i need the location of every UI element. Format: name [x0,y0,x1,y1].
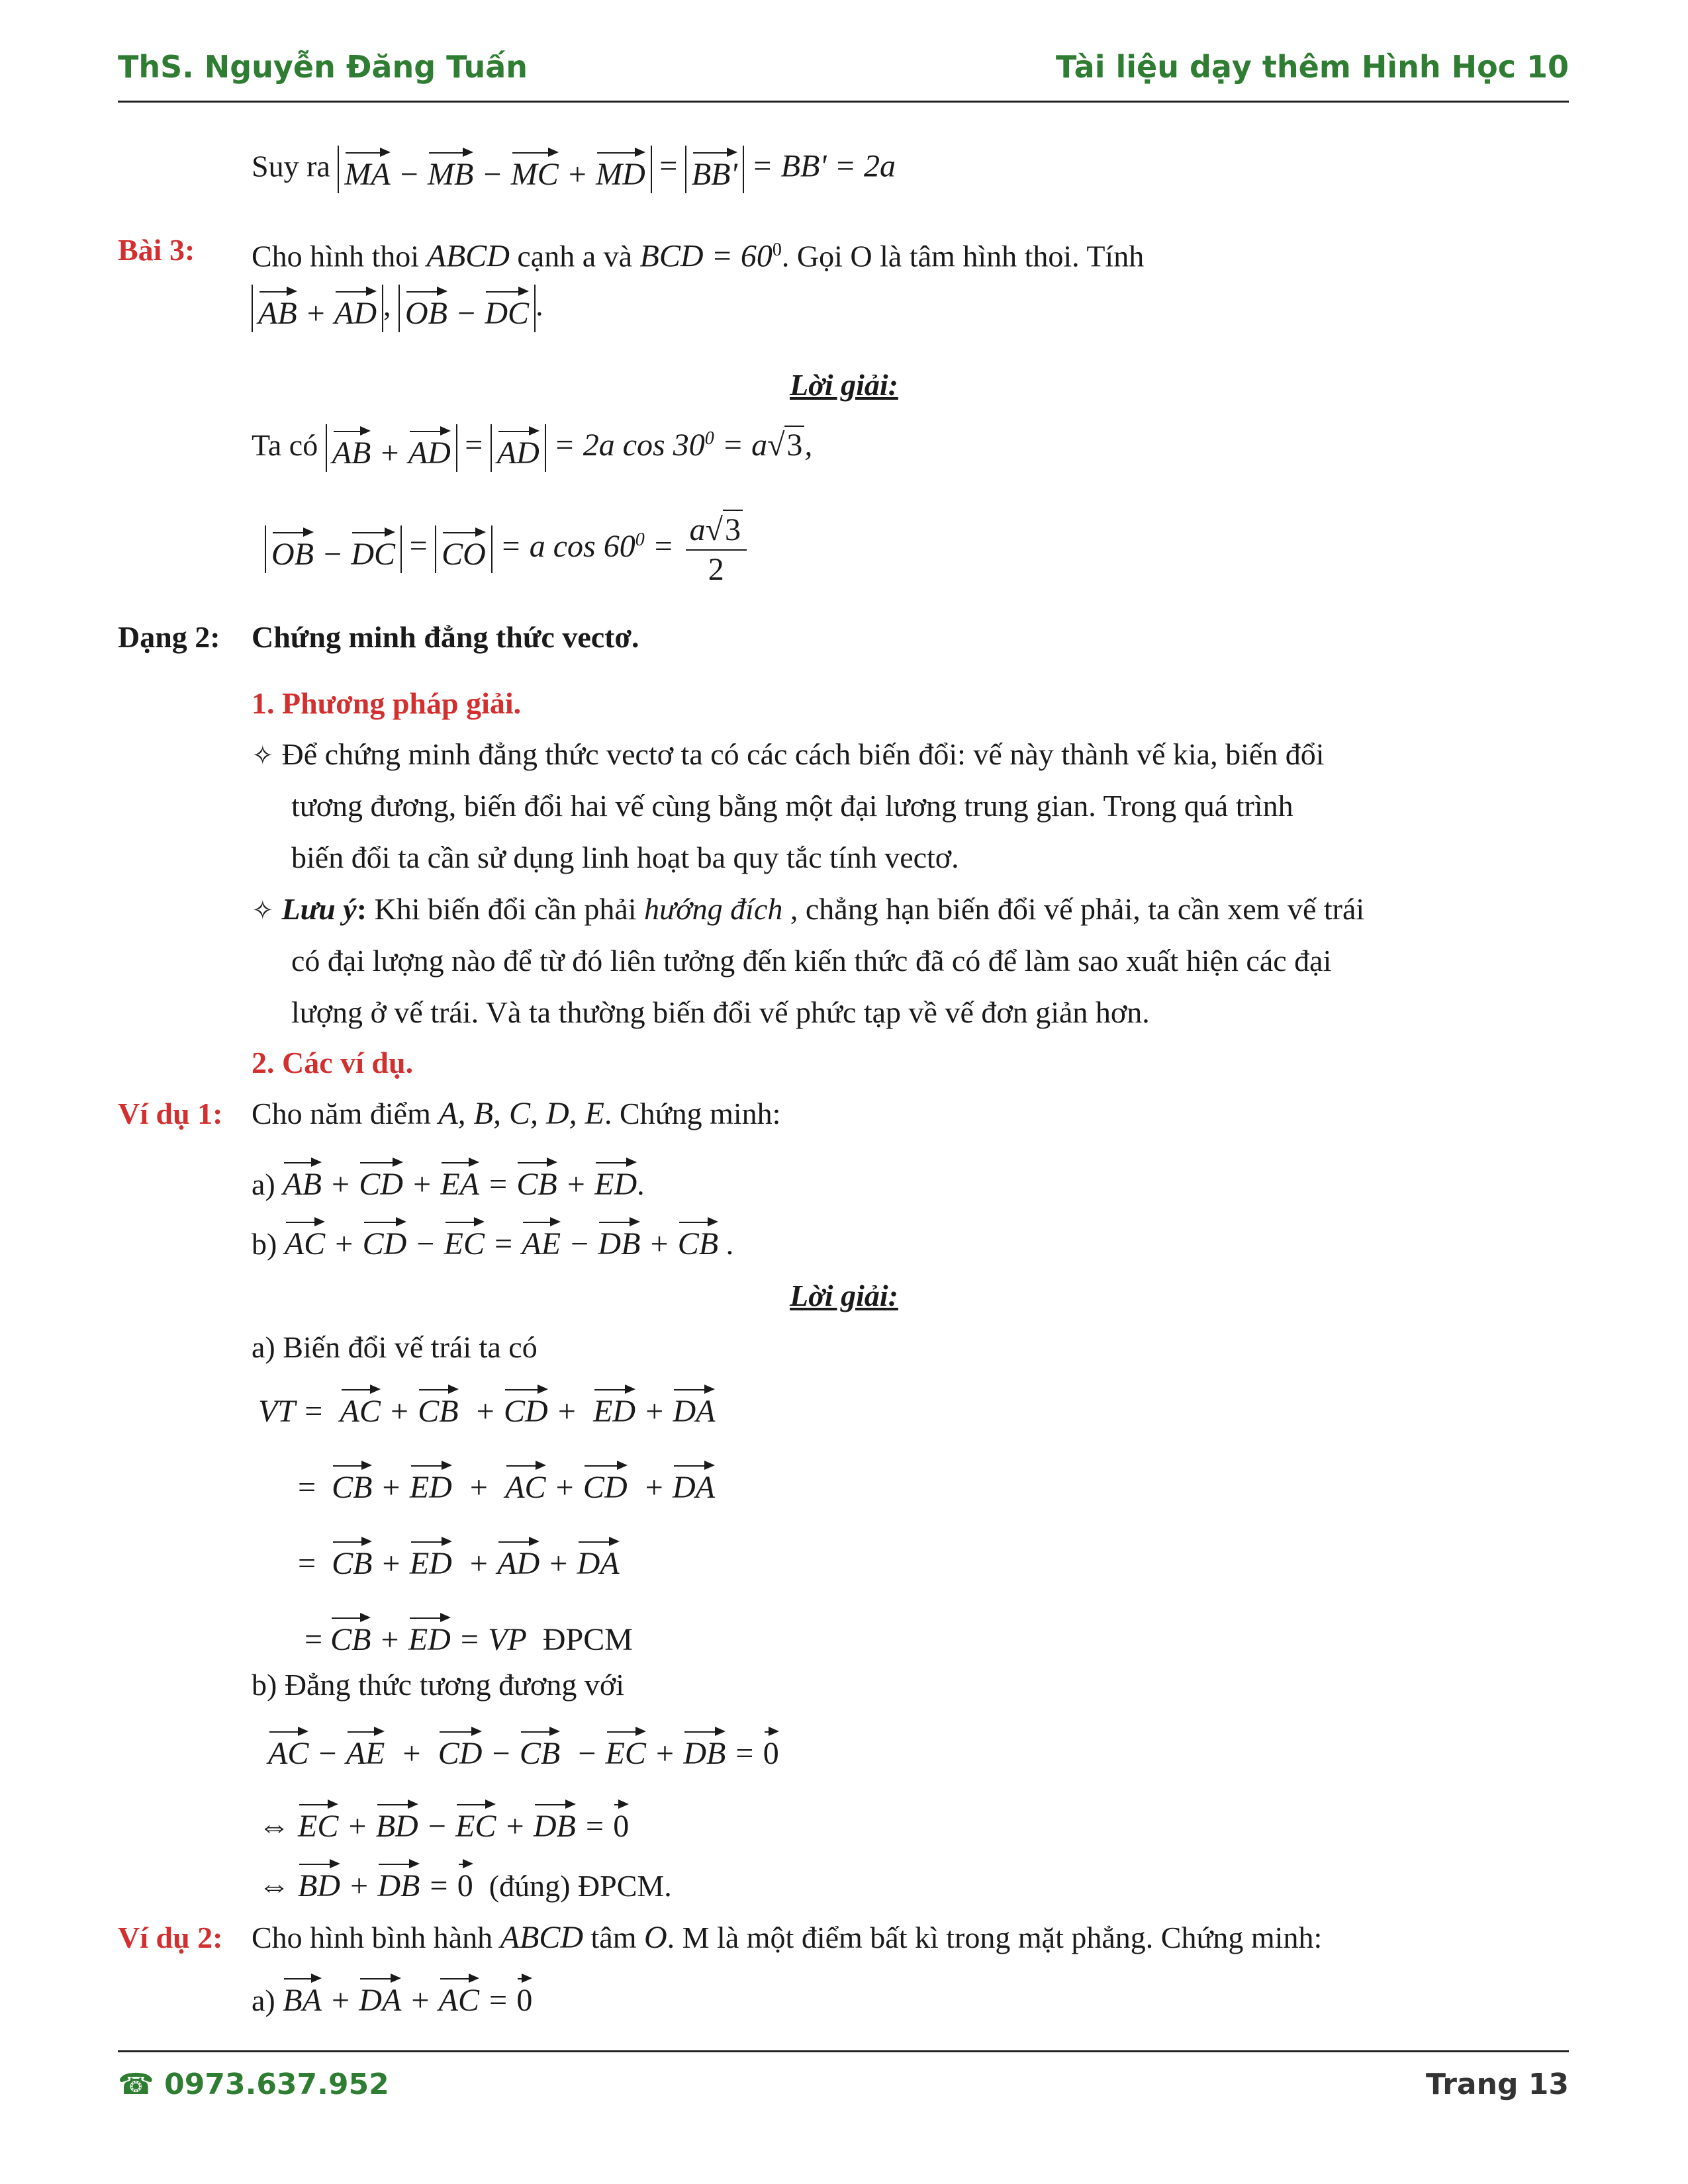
section-2-title: 2. Các ví dụ. [252,1046,414,1079]
header-author: ThS. Nguyễn Đăng Tuấn [118,49,528,85]
sol1-step3: = CB + ED + AD + DA [298,1539,620,1582]
bai3-expr: AB + AD , OB − DC . [252,285,543,332]
bullet2-line1: ✧ Lưu ý: Khi biến đổi cần phải hướng đích , chẳng hạn biến đổi vế phải, ta cần xem vế trái [252,892,1365,926]
bullet2-line2: có đại lượng nào để từ đó liên tưởng đến kiến thức đã có để làm sao xuất hiện các đại [291,944,1332,978]
vd2-statement: Cho hình bình hành ABCD tâm O. M là một điểm bất kì trong mặt phẳng. Chứng minh: [252,1920,1323,1955]
bullet2-line3: lượng ở vế trái. Và ta thường biến đổi vế phức tạp về vế đơn giản hơn. [291,995,1150,1029]
page-number: Trang 13 [1426,2068,1569,2101]
bullet1-line2: tương đương, biến đổi hai vế cùng bằng một đại lương trung gian. Trong quá trình [291,789,1293,823]
bai3-statement: Cho hình thoi ABCD cạnh a và BCD = $60^0$. Gọi O là tâm hình thoi. Tính [252,238,1145,274]
vd2-label: Ví dụ 2: [118,1921,223,1954]
sol1-b-step3: ⇔ BD + DB = 0 (đúng) ĐPCM. [258,1861,672,1905]
sol1-a-intro: a) Biến đổi vế trái ta có [252,1330,538,1364]
footer-phone: ☎ 0973.637.952 [118,2068,389,2101]
suyra-line: Suy ra MA − MB − MC + MD = BB' = BB' = 2a [252,146,896,193]
diamond-bullet-icon: ✧ [252,895,274,926]
sol1-step2: = CB + ED + AC + CD + DA [298,1463,715,1506]
bullet1-line1: ✧ Để chứng minh đẳng thức vectơ ta có các cách biến đổi: vế này thành vế kia, biến đổi [252,737,1325,771]
sol1-step4: = CB + ED = VP ĐPCM [305,1615,633,1659]
section-1-title: 1. Phương pháp giải. [252,686,522,720]
vd1-part-a: a) AB + CD + EA = CB + ED. [252,1160,645,1203]
vd1-label: Ví dụ 1: [118,1097,223,1130]
sol3-line1: Ta có AB + AD = AD = 2a $\cos 30^0 = a√3$, [252,420,812,472]
dang2-title: Chứng minh đẳng thức vectơ. [252,620,639,654]
header-rule [118,101,1569,103]
footer-rule [118,2050,1569,2052]
header-title: Tài liệu dạy thêm Hình Học 10 [1055,49,1569,85]
loigiai-heading-2: Lời giải: [790,1279,898,1312]
vd2-part-a: a) BA + DA + AC = 0 [252,1976,532,2019]
phone-icon: ☎ [118,2068,154,2101]
dang2-label: Dạng 2: [118,620,220,654]
sol1-b-step2: ⇔ EC + BD − EC + DB = 0 [258,1801,629,1845]
diamond-bullet-icon: ✧ [252,741,274,771]
vd1-part-b: b) AC + CD − EC = AE − DB + CB . [252,1219,733,1263]
sol1-b-intro: b) Đẳng thức tương đương với [252,1668,624,1702]
sol3-line2: OB − DC = CO = a $\cos 60^0$ = $\frac{a√3}{2}$ [265,510,747,589]
loigiai-heading-1: Lời giải: [790,368,898,402]
bai3-label: Bài 3: [118,233,195,267]
bullet1-line3: biến đổi ta cần sử dụng linh hoạt ba quy tắc tính vectơ. [291,841,959,874]
sol1-b-step1: AC − AE + CD − CB − EC + DB = 0 [268,1729,779,1772]
sol1-step1: VT = AC + CB + CD + ED + DA [258,1387,715,1430]
vd1-statement: Cho năm điểm A, B, C, D, E. Chứng minh: [252,1096,781,1131]
